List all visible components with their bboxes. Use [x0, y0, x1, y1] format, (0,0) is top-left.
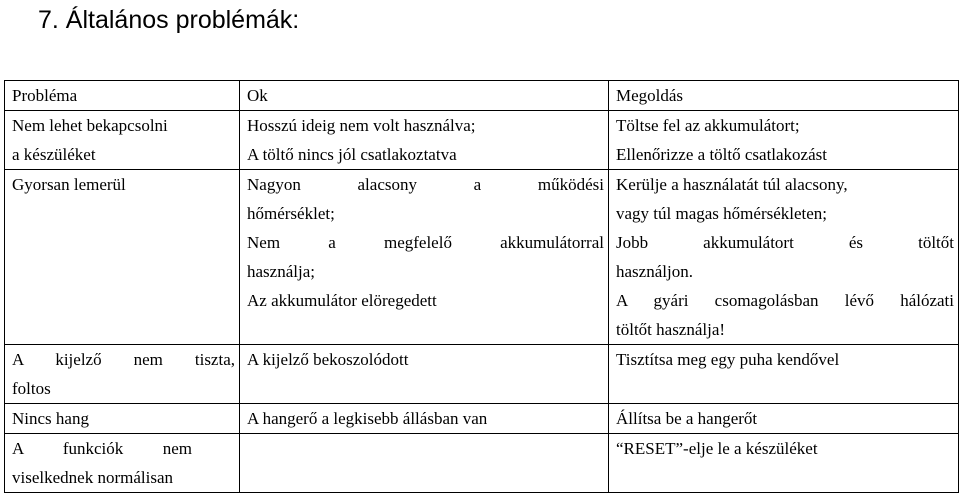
cause-line: használja; — [247, 262, 315, 281]
solution-line: A gyári csomagolásban lévő hálózati — [616, 291, 954, 310]
cause-line: hőmérséklet; — [247, 204, 335, 223]
cause-cell — [240, 111, 609, 170]
solution-line: Töltse fel az akkumulátort; — [616, 116, 800, 135]
problem-cell — [5, 111, 240, 170]
problem-cell — [5, 404, 240, 434]
cause-line: A hangerő a legkisebb állásban van — [247, 409, 488, 428]
solution-line: töltőt használja! — [616, 320, 726, 339]
problem-cell — [5, 434, 240, 493]
problem-line: A funkciók nem — [12, 439, 192, 458]
cause-line: Az akkumulátor elöregedett — [247, 291, 437, 310]
solution-line: Ellenőrizze a töltő csatlakozást — [616, 145, 827, 164]
problem-line: foltos — [12, 379, 51, 398]
solution-cell — [609, 404, 959, 434]
cause-line: Nagyon alacsony a működési — [247, 175, 604, 194]
header-problem: Probléma — [5, 81, 240, 111]
problem-line: A kijelző nem tiszta, — [12, 350, 235, 369]
problem-line: Gyorsan lemerül — [12, 175, 126, 194]
table-row — [5, 404, 959, 434]
header-solution: Megoldás — [609, 81, 959, 111]
header-cause: Ok — [240, 81, 609, 111]
solution-cell — [609, 111, 959, 170]
solution-line: vagy túl magas hőmérsékleten; — [616, 204, 828, 223]
problem-line: Nincs hang — [12, 409, 89, 428]
solution-line: Állítsa be a hangerőt — [616, 409, 758, 428]
cause-line: Nem a megfelelő akkumulátorral — [247, 233, 604, 252]
problem-line: viselkednek normálisan — [12, 468, 173, 487]
problem-cell — [5, 345, 240, 404]
solution-cell — [609, 170, 959, 345]
solution-line: használjon. — [616, 262, 693, 281]
problem-line: a készüléket — [12, 145, 96, 164]
table-row — [5, 434, 959, 493]
table-row — [5, 345, 959, 404]
problems-table — [4, 80, 959, 493]
table-row — [5, 111, 959, 170]
table-row — [5, 170, 959, 345]
solution-cell — [609, 434, 959, 493]
cause-cell — [240, 404, 609, 434]
cause-line: Hosszú ideig nem volt használva; — [247, 116, 476, 135]
cause-cell — [240, 434, 609, 493]
solution-cell — [609, 345, 959, 404]
cause-cell — [240, 345, 609, 404]
solution-line: Jobb akkumulátort és töltőt — [616, 233, 954, 252]
cause-line: A töltő nincs jól csatlakoztatva — [247, 145, 457, 164]
solution-line: Tisztítsa meg egy puha kendővel — [616, 350, 840, 369]
cause-line: A kijelző bekoszolódott — [247, 350, 409, 369]
solution-line: Kerülje a használatát túl alacsony, — [616, 175, 848, 194]
section-heading: 7. Általános problémák: — [38, 6, 300, 34]
problem-line: Nem lehet bekapcsolni — [12, 116, 168, 135]
table-header-row — [5, 81, 959, 111]
problem-cell — [5, 170, 240, 345]
cause-cell — [240, 170, 609, 345]
solution-line: “RESET”-elje le a készüléket — [616, 439, 818, 458]
